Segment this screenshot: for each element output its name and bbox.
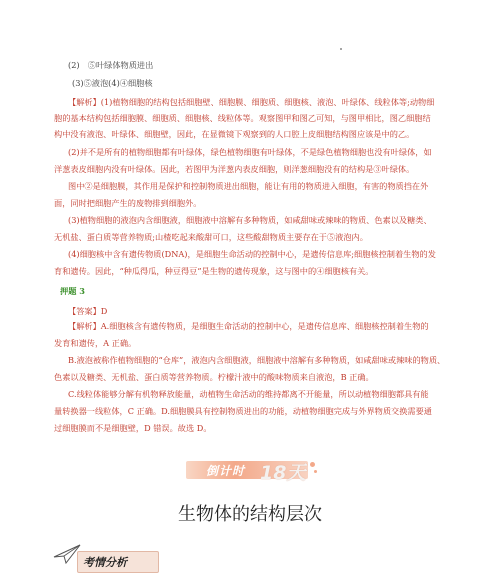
countdown-badge	[186, 459, 316, 484]
explanation-line: 胞的基本结构包括细胞膜、细胞质、细胞核、线粒体等。观察图甲和图乙可知，与图甲相比，图乙细胞结	[54, 113, 431, 123]
section-tag	[77, 551, 159, 573]
explanation-line: (2)并不是所有的植物细胞都有叶绿体，绿色植物细胞有叶绿体，不是绿色植物细胞也没有叶绿体，如	[68, 147, 432, 157]
speck	[340, 48, 342, 50]
answer-label: 【答案】D	[68, 306, 108, 316]
tag-label: 考情分析	[83, 556, 127, 569]
explanation-line: 过细胞膜而不是细胞壁，D 错误。故选 D。	[54, 423, 212, 433]
explanation-line: 色素以及糖类、无机盐、蛋白质等营养物质。柠檬汁液中的酸味物质来自液泡，B 正确。	[54, 372, 374, 382]
answer-line-3: (3)⑤液泡(4)④细胞核	[72, 78, 153, 88]
explanation-line: (3)植物细胞的液泡内含细胞液，细胞液中溶解有多种物质，如咸甜味或辣味的物质、色素以及糖类、	[68, 215, 432, 225]
explanation-line: 图中②是细胞膜，其作用是保护和控制物质进出细胞，能让有用的物质进入细胞，有害的物质挡在外	[68, 181, 429, 191]
explanation-line: 无机盐、蛋白质等营养物质;山楂吃起来酸甜可口，这些酸甜物质主要存在于⑤液泡内。	[54, 232, 368, 242]
decor-dot	[310, 462, 315, 467]
question-number: 押题 3	[60, 286, 85, 296]
explanation-line: 【解析】A.细胞核含有遗传物质，是细胞生命活动的控制中心，是遗传信息库、细胞核控制着生物的	[68, 321, 429, 331]
explanation-line: (4)细胞核中含有遗传物质(DNA)，是细胞生命活动的控制中心，是遗传信息库;细胞核控制着生物的发	[68, 249, 436, 259]
section-title: 生物体的结构层次	[178, 504, 322, 525]
explanation-line: 【解析】(1)植物细胞的结构包括细胞壁、细胞膜、细胞质、细胞核、液泡、叶绿体、线粒体等;动物细	[68, 97, 435, 107]
explanation-line: B.液泡被称作植物细胞的“仓库”，液泡内含细胞液，细胞液中溶解有多种物质，如咸甜味或辣味的物质、	[68, 355, 446, 365]
badge-label: 倒计时	[206, 464, 246, 478]
badge-days: 18天	[260, 462, 306, 484]
explanation-line: 发育和遗传，A 正确。	[54, 338, 137, 348]
explanation-line: 构中没有液泡、叶绿体、细胞壁，因此，在显微镜下观察到的人口腔上皮细胞结构图应该是中的乙。	[54, 129, 415, 139]
answer-line-2: (2) ⑤叶绿体物质进出	[68, 60, 154, 70]
explanation-line: 面，同时把细胞产生的废物排到细胞外。	[54, 198, 202, 208]
explanation-line: 洋葱表皮细胞内没有叶绿体。因此，若图甲为洋葱内表皮细胞，则洋葱细胞没有的结构是③叶绿体。	[54, 164, 415, 174]
explanation-line: 育和遗传。因此，“种瓜得瓜，种豆得豆”是生物的遗传现象，这与图中的④细胞核有关。	[54, 266, 374, 276]
decor-dot	[314, 470, 317, 473]
explanation-line: 量转换器一线粒体，C 正确。D.细胞膜具有控制物质进出的功能，动植物细胞完成与外界物质交换需要通	[54, 406, 432, 416]
explanation-line: C.线粒体能够分解有机物释放能量，动植物生命活动的维持都离不开能量，所以动植物细胞都具有能	[68, 389, 429, 399]
